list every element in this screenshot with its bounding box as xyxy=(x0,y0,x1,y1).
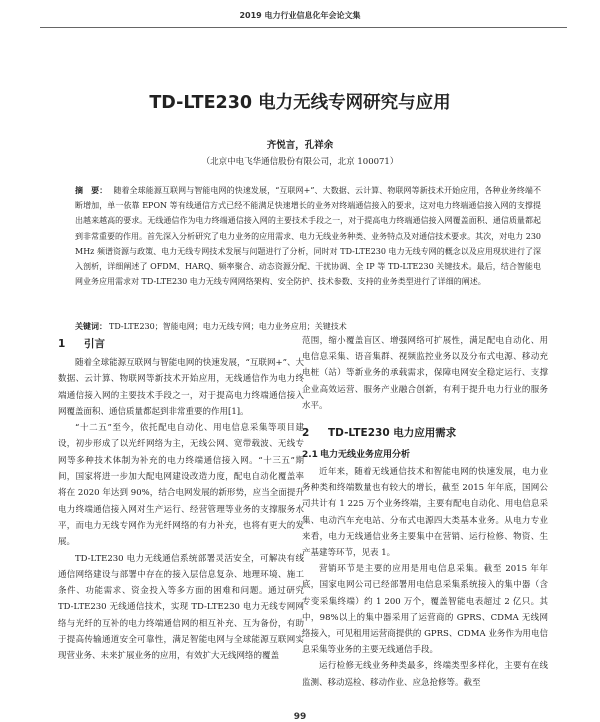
section-title: 引言 xyxy=(84,338,105,350)
section-number: 1 xyxy=(58,338,66,350)
paper-title: TD-LTE230 电力无线专网研究与应用 xyxy=(149,93,451,113)
keywords-label: 关键词： xyxy=(75,321,107,331)
subsection-heading-2-1 xyxy=(302,446,548,464)
keywords-text: TD-LTE230；智能电网；电力无线专网；电力业务应用；关键技术 xyxy=(109,322,347,331)
page-number: 99 xyxy=(293,712,307,722)
paragraph-continued: 范围，缩小覆盖盲区、增强网络可扩展性，满足配电自动化、用电信息采集、语音集群、视频监控业务以及分布式电源、移动充电桩（站）等新业务的承载需求，保障电网安全稳定运行、支撑企业高效运营、服务产业融合创新，有利于提升电力行业的服务水平。 xyxy=(302,336,548,411)
abstract xyxy=(75,183,541,289)
paragraph: TD-LTE230 电力无线通信系统部署灵活安全，可解决有线通信网络建设与部署中存在的接入层信息复杂、地理环境、施工条件、功能需求、资金投入等多方面的困难和问题。通过研究 TD-LTE230 无线通信技术，实现 TD-LTE230 电力无线专网网络与光纤的互补的电力终端通信网的相互补充、互为备份，有助于提高传输通道安全可靠性，满足智能电网与全球能源互联网实现营业务、未来扩展业务的应用，有效扩大无线网络的覆盖 xyxy=(58,553,304,662)
paragraph: 营销环节是主要的应用是用电信息采集。截至 2015 年年底，国家电网公司已经部署用电信息采集系统接入的集中器（含专变采集终端）约 1 200 万个，覆盖智能电表超过 2 亿只。其中，98%以上的集中器采用了运营商的 GPRS、CDMA 无线网络接入，可见租用运营商提供的 GPRS、CDMA 业务作为用电信息采集等业务的主要无线通信手段。 xyxy=(302,564,548,656)
subsection-title: 电力无线业务应用分析 xyxy=(320,450,411,461)
abstract-label: 摘 要： xyxy=(75,185,108,195)
paragraph: 运行检修无线业务种类最多，终端类型多样化，主要有在线监测、移动巡检、移动作业、应急抢修等。截至 xyxy=(302,661,548,688)
left-column xyxy=(58,333,304,665)
section-heading-intro xyxy=(58,333,304,355)
paragraph: 近年来，随着无线通信技术和智能电网的快速发展，电力业务种类和终端数量也有较大的增长，截至 2015 年年底，国网公司共计有 1 225 万个业务终端，主要有配电自动化、用电信息采集、电动汽车充电站、分布式电源四大类基本业务。从电力专业来看，电力无线通信业务主要集中在营销、运行检修、物资、生产基建等环节，见表 1。 xyxy=(302,467,548,559)
abstract-text: 随着全球能源互联网与智能电网的快速发展，“互联网+”、大数据、云计算、物联网等新技术开始应用，各种业务终端不断增加，单一依靠 EPON 等有线通信方式已经不能满足快速增长的业务对终端通信接入的要求，这对电力终端通信接入网的支撑提出越来越高的要求。无线通信作为电力终端通信接入网的主要技术手段之一，对于提高电力终端通信接入网覆盖面积、通信质量都起到非常重要的作用。首先深入分析研究了电力业务的应用需求、电力无线业务种类、业务特点及对通信技术要求。其次，对电力 230 MHz 频谱资源与政策、电力无线专网技术发展与问题进行了分析，同时对 TD-LTE230 电力无线专网的概念以及应用现状进行了深入剖析，详细阐述了 OFDM、HARQ、频率聚合、动态资源分配、干扰协调、全 IP 等 TD-LTE230 关键技术。最后，结合智能电网业务应用需求对 TD-LTE230 电力无线专网网络架构、安全防护、技术参数、支持的业务类型进行了详细的阐述。 xyxy=(75,186,541,287)
subsection-number: 2.1 xyxy=(302,450,318,461)
header-rule xyxy=(40,27,567,28)
section-number: 2 xyxy=(302,427,310,440)
affiliation: （北京中电飞华通信股份有限公司，北京 100071） xyxy=(201,157,399,167)
keywords xyxy=(75,319,541,334)
paragraph: “十二五”至今，依托配电自动化、用电信息采集等项目建设，初步形成了以光纤网络为主，无线公网、宽带载波、无线专网等多种技术体制为补充的电力终端通信接入网。“十三五”期间，国家将进一步加大配电网建设改造力度，配电自动化覆盖率将在 2020 年达到 90%，结合电网发展的新形势，应当全面提升电力终端通信接入网对生产运行、经营管理等业务的支撑服务水平，而电力无线专网作为光纤网络的有力补充，也将有更大的发展。 xyxy=(58,423,304,548)
paragraph: 随着全球能源互联网与智能电网的快速发展，“互联网+”、大数据、云计算、物联网等新技术开始应用，无线通信作为电力终端通信接入网的主要技术手段之一，对于提高电力终端通信接入网覆盖面积、通信质量都起到非常重要的作用[1]。 xyxy=(58,358,304,417)
right-column xyxy=(302,333,548,691)
section-title: TD-LTE230 电力应用需求 xyxy=(328,427,457,440)
section-heading-2 xyxy=(302,422,548,444)
running-head: 2019 电力行业信息化年会论文集 xyxy=(239,11,361,20)
authors: 齐悦言，孔祥余 xyxy=(266,140,334,151)
